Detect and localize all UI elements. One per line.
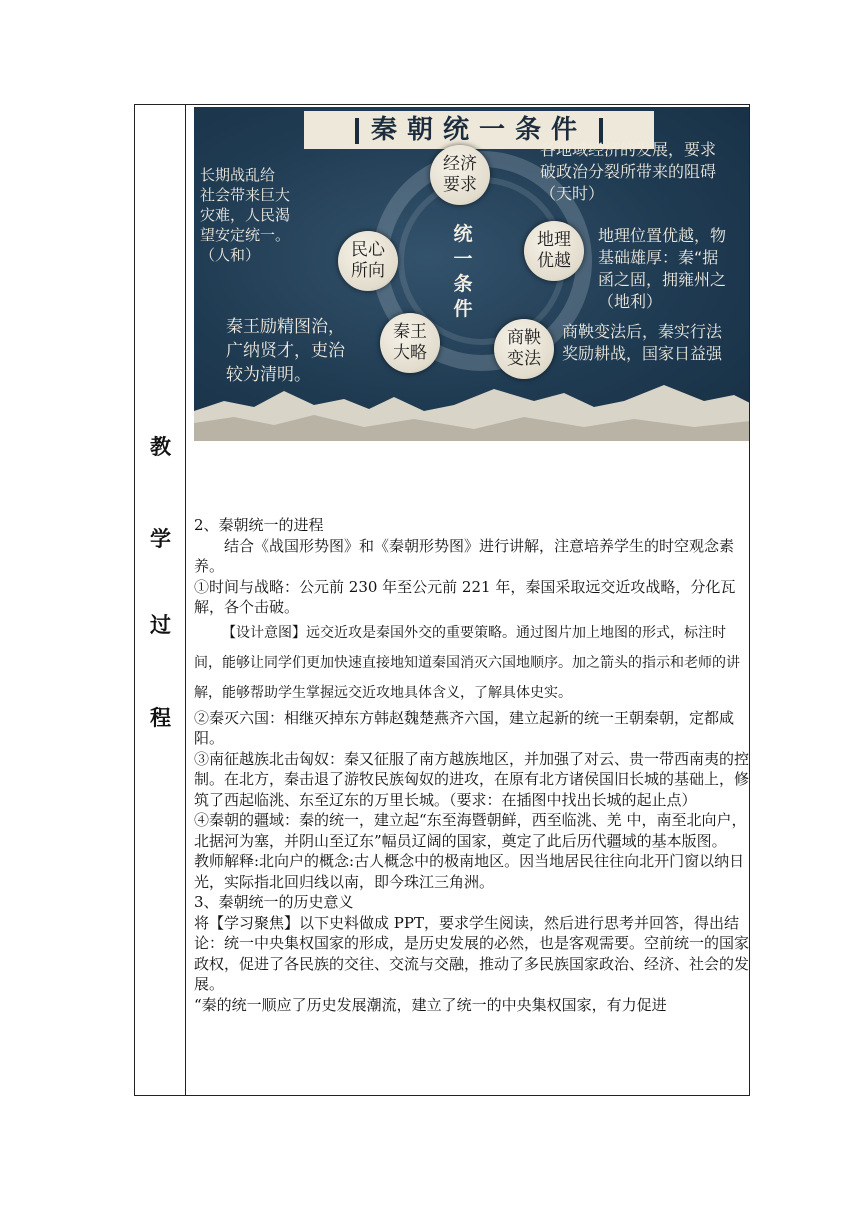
paragraph: ①时间与战略：公元前 230 年至公元前 221 年，秦国采取远交近攻战略，分化瓦解，各个击破。 [194,577,736,616]
node-people [338,231,398,291]
lesson-table [134,104,750,1096]
node-economy [430,145,490,205]
paragraph: ②秦灭六国：相继灭掉东方韩赵魏楚燕齐六国，建立起新的统一王朝秦朝，定都咸阳。 [194,708,735,747]
content-column [186,105,749,1095]
node-line: 变法 [507,349,541,369]
palace-roofs-illustration [194,371,749,441]
section-heading: 2、秦朝统一的进程 [194,516,324,534]
node-line: 所向 [351,261,385,281]
paragraph: ④秦朝的疆域：秦的统一，建立起“东至海暨朝鲜，西至临洮、羌 中，南至北向户，北据河为塞，并阴山至辽东”幅员辽阔的国家，奠定了此后历代疆域的基本版图。 [194,811,747,850]
side-label-column [135,105,186,1095]
annotation-geography: 地理位置优越，物 基础雄厚：秦“据 函之固，拥雍州之 （地利） [598,226,727,311]
node-line: 经济 [443,154,477,174]
paragraph: 结合《战国形势图》和《秦朝形势图》进行讲解，注意培养学生的时空观念素养。 [194,536,735,575]
node-line: 大略 [393,343,427,363]
side-label-char: 过 [150,613,171,637]
side-label-char: 程 [150,706,171,730]
node-line: 秦王 [393,322,427,342]
annotation-people: 长期战乱给 社会带来巨大 灾难，人民渴 望安定统一。 （人和） [200,166,291,264]
annotation-king: 秦王励精图治， 广纳贤才，吏治 较为清明。 [226,317,345,385]
node-line: 地理 [537,230,571,250]
annotation-shangyang: 商鞅变法后，秦实行法 奖励耕战，国家日益强 [562,322,723,363]
center-char: 件 [453,298,473,320]
center-char: 一 [453,248,473,270]
qin-unification-diagram [194,107,749,441]
design-intent: 【设计意图】远交近攻是秦国外交的重要策略。通过图片加上地图的形式，标注时间，能够让同学们更加快速直接地知道秦国消灭六国地顺序。加之箭头的指示和老师的讲解，能够帮助学生掌握远交近攻地具体含义，了解具体史实。 [194,624,740,701]
center-char: 条 [453,273,473,295]
center-label [448,222,478,322]
node-line: 要求 [443,175,477,195]
lesson-body [194,515,749,1015]
node-line: 民心 [351,240,385,260]
center-char: 统 [453,223,473,245]
banner-title-text: 秦朝统一条件 [370,115,587,145]
paragraph: ③南征越族北击匈奴：秦又征服了南方越族地区，并加强了对云、贵一带西南夷的控制。在北方，秦击退了游牧民族匈奴的进攻，在原有北方诸侯国旧长城的基础上，修筑了西起临洮、东至辽东的万里长城。（要求：在插图中找出长城的起止点） [194,749,749,809]
paragraph: 教师解释:北向户的概念:古人概念中的极南地区。因当地居民往往向北开门窗以纳日光，实际指北回归线以南，即今珠江三角洲。 [194,852,745,891]
paragraph: 将【学习聚焦】以下史料做成 PPT，要求学生阅读，然后进行思考并回答，得出结论：统一中央集权国家的形成，是历史发展的必然，也是客观需要。空前统一的国家政权，促进了各民族的交往、交流与交融，推动了多民族国家政治、经济、社会的发展。 [194,913,749,993]
node-shangyang [494,319,554,379]
side-label-char: 学 [150,527,171,551]
paragraph: “秦的统一顺应了历史发展潮流，建立了统一的中央集权国家，有力促进 [194,995,667,1014]
node-line: 商鞅 [507,328,541,348]
node-geography [524,221,584,281]
side-label-char: 教 [150,435,171,459]
node-king [380,313,440,373]
node-line: 优越 [537,251,571,271]
section-heading: 3、秦朝统一的历史意义 [194,893,354,911]
annotation-economy: 各地域经济的发展，要求 破政治分裂所带来的阻碍 （天时） [540,140,717,203]
